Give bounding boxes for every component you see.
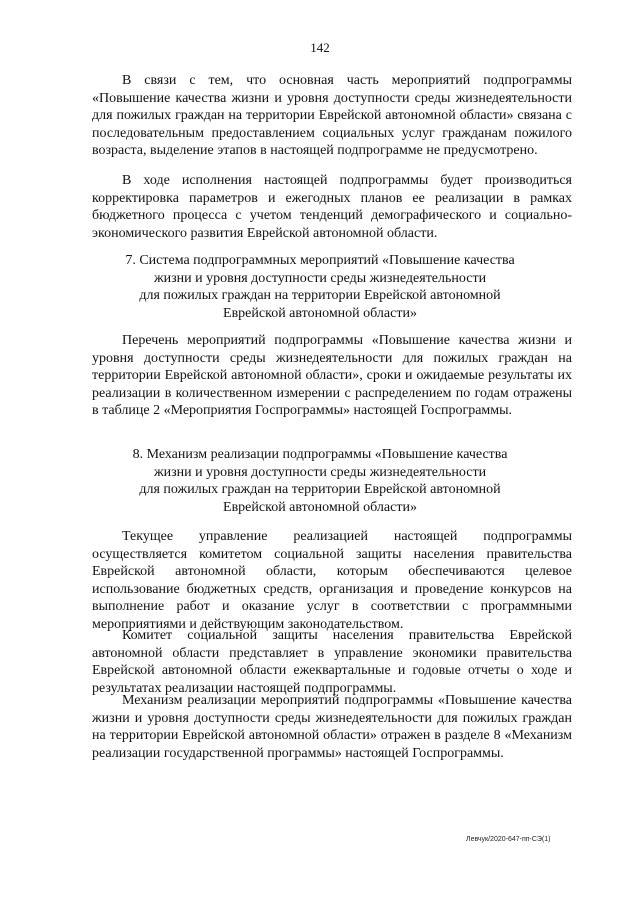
heading-line: Еврейской автономной области» xyxy=(223,499,417,515)
paragraph-measures-list: Перечень мероприятий подпрограммы «Повышение качества жизни и уровня доступности среды жизнедеятельности для пожилых граждан на территории Еврейской автономной области», сроки и ожидаемые результаты их реализации в количественном измерении с распределением по годам отражены в таблице 2 «Мероприятия Госпрограммы» настоящей Госпрограммы. xyxy=(92,333,572,418)
paragraph-mechanism: Механизм реализации мероприятий подпрограммы «Повышение качества жизни и уровня доступности среды жизнедеятельности для пожилых граждан на территории Еврейской автономной области» отражен в разделе 8 «Механизм реализации государственной программы» настоящей Госпрограммы. xyxy=(92,693,572,761)
heading-line: жизни и уровня доступности среды жизнедеятельности xyxy=(153,464,487,480)
paragraph-adjustment: В ходе исполнения настоящей подпрограммы будет производиться корректировка параметров и ежегодных планов ее реализации в рамках бюджетного процесса с учетом тенденций демографического и социально-экономического развития Еврейской автономной области. xyxy=(92,173,572,241)
heading-line: жизни и уровня доступности среды жизнедеятельности xyxy=(153,270,487,286)
heading-line: Еврейской автономной области» xyxy=(223,305,417,321)
heading-line: для пожилых граждан на территории Еврейской автономной xyxy=(139,482,501,497)
document-footer-code: Левчук/2020-647-пп-СЭ(1) xyxy=(466,836,551,843)
page-number: 142 xyxy=(310,40,330,55)
heading-line: 7. Система подпрограммных мероприятий «Повышение качества xyxy=(125,253,515,268)
section-8-heading xyxy=(60,446,580,516)
heading-line: для пожилых граждан на территории Еврейской автономной xyxy=(139,288,501,303)
section-7-heading xyxy=(60,252,580,322)
paragraph-stages: В связи с тем, что основная часть мероприятий подпрограммы «Повышение качества жизни и уровня доступности среды жизнедеятельности для пожилых граждан на территории Еврейской автономной области» связана с последовательным предоставлением социальных услуг гражданам пожилого возраста, выделение этапов в настоящей подпрограмме не предусмотрено. xyxy=(92,73,572,158)
heading-line: 8. Механизм реализации подпрограммы «Повышение качества xyxy=(132,447,508,462)
paragraph-management: Текущее управление реализацией настоящей подпрограммы осуществляется комитетом социальной защиты населения правительства Еврейской автономной области, которым обеспечиваются целевое использование бюджетных средств, организация и проведение конкурсов на выполнение работ и оказание услуг в соответствии с программными мероприятиями и действующим законодательством. xyxy=(92,529,572,632)
paragraph-reports: Комитет социальной защиты населения правительства Еврейской автономной области представляет в управление экономики правительства Еврейской автономной области ежеквартальные и годовые отчеты о ходе и результатах реализации настоящей подпрограммы. xyxy=(92,628,572,696)
